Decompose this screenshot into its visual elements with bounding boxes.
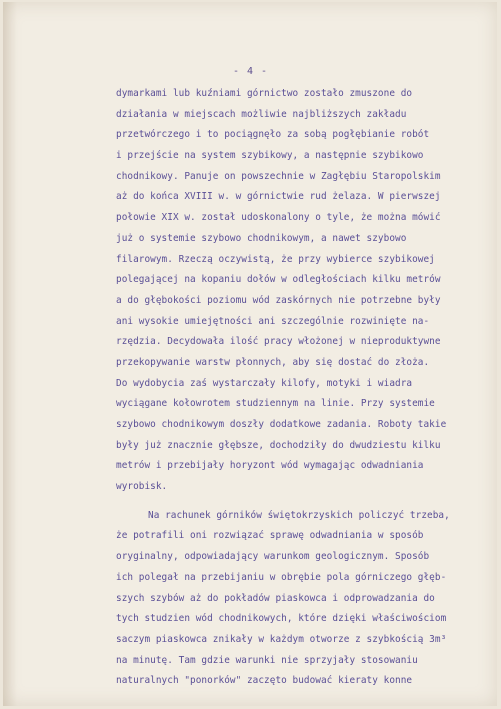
text-line: naturalnych "ponorków" zaczęto budować kieraty konne [116, 675, 413, 687]
text-line: Na rachunek górników świętokrzyskich policzyć trzeba, [148, 509, 450, 521]
text-line: że potrafili oni rozwiązać sprawę odwadniania w sposób [116, 530, 424, 542]
text-line: saczym piaskowca znikały w każdym otworze z szybkością 3m³ [116, 633, 447, 645]
page-number: - 4 - [232, 66, 269, 77]
text-line: na minutę. Tam gdzie warunki nie sprzyjały stosowaniu [116, 654, 418, 666]
text-line: dymarkami lub kuźniami górnictwo zostało zmuszone do [116, 88, 413, 99]
text-line: oryginalny, odpowiadający warunkom geologicznym. Sposób [116, 551, 430, 563]
text-line: aż do końca XVIII w. w górnictwie rud żelaza. W pierwszej [116, 191, 441, 203]
text-line: a do głębokości poziomu wód zaskórnych nie potrzebne były [116, 294, 441, 306]
text-line: szych szybów aż do pokładów piaskowca i odprowadzania do [116, 592, 435, 604]
text-line: wyciągane kołowrotem studziennym na linie. Przy systemie [116, 398, 435, 410]
page-edge-shadow [3, 2, 17, 706]
text-line: szybowo chodnikowym doszły dodatkowe zadania. Roboty takie [116, 419, 447, 430]
typed-text-body [116, 84, 456, 692]
text-line: tych studzien wód chodnikowych, które dzięki właściwościom [116, 613, 447, 625]
text-line: ich polegał na przebijaniu w obrębie pola górniczego głęb- [116, 571, 447, 583]
text-line: rzędzia. Decydowała ilość pracy włożonej w nieproduktywne [116, 336, 441, 348]
text-line: ani wysokie umiejętności ani szczególnie rozwinięte na- [116, 315, 430, 327]
text-line: przetwórczego i to pociągnęło za sobą pogłębianie robót [116, 129, 430, 141]
text-line: Do wydobycia zaś wystarczały kilofy, motyki i wiadra [116, 377, 413, 389]
text-line: wyrobisk. [116, 481, 168, 493]
text-line: połowie XIX w. został udoskonalony o tyle, że można mówić [116, 212, 441, 224]
text-line: działania w miejscach możliwie najbliższych zakładu [116, 108, 407, 120]
text-line: chodnikowy. Panuje on powszechnie w Zagłębiu Staropolskim [116, 170, 441, 182]
text-line: filarowym. Rzeczą oczywistą, że przy wybierce szybikowej [116, 253, 435, 265]
text-line: metrów i przebijały horyzont wód wymagając odwadniania [116, 460, 424, 472]
text-line: już o systemie szybowo chodnikowym, a nawet szybowo [116, 232, 407, 244]
text-line: były już znacznie głębsze, dochodziły do dwudziestu kilku [116, 439, 441, 451]
text-line: przekopywanie warstw płonnych, aby się dostać do złoża. [116, 356, 430, 368]
text-line: polegającej na kopaniu dołów w odległościach kilku metrów [116, 274, 441, 286]
text-line: i przejście na system szybikowy, a następnie szybikowo [116, 150, 424, 162]
